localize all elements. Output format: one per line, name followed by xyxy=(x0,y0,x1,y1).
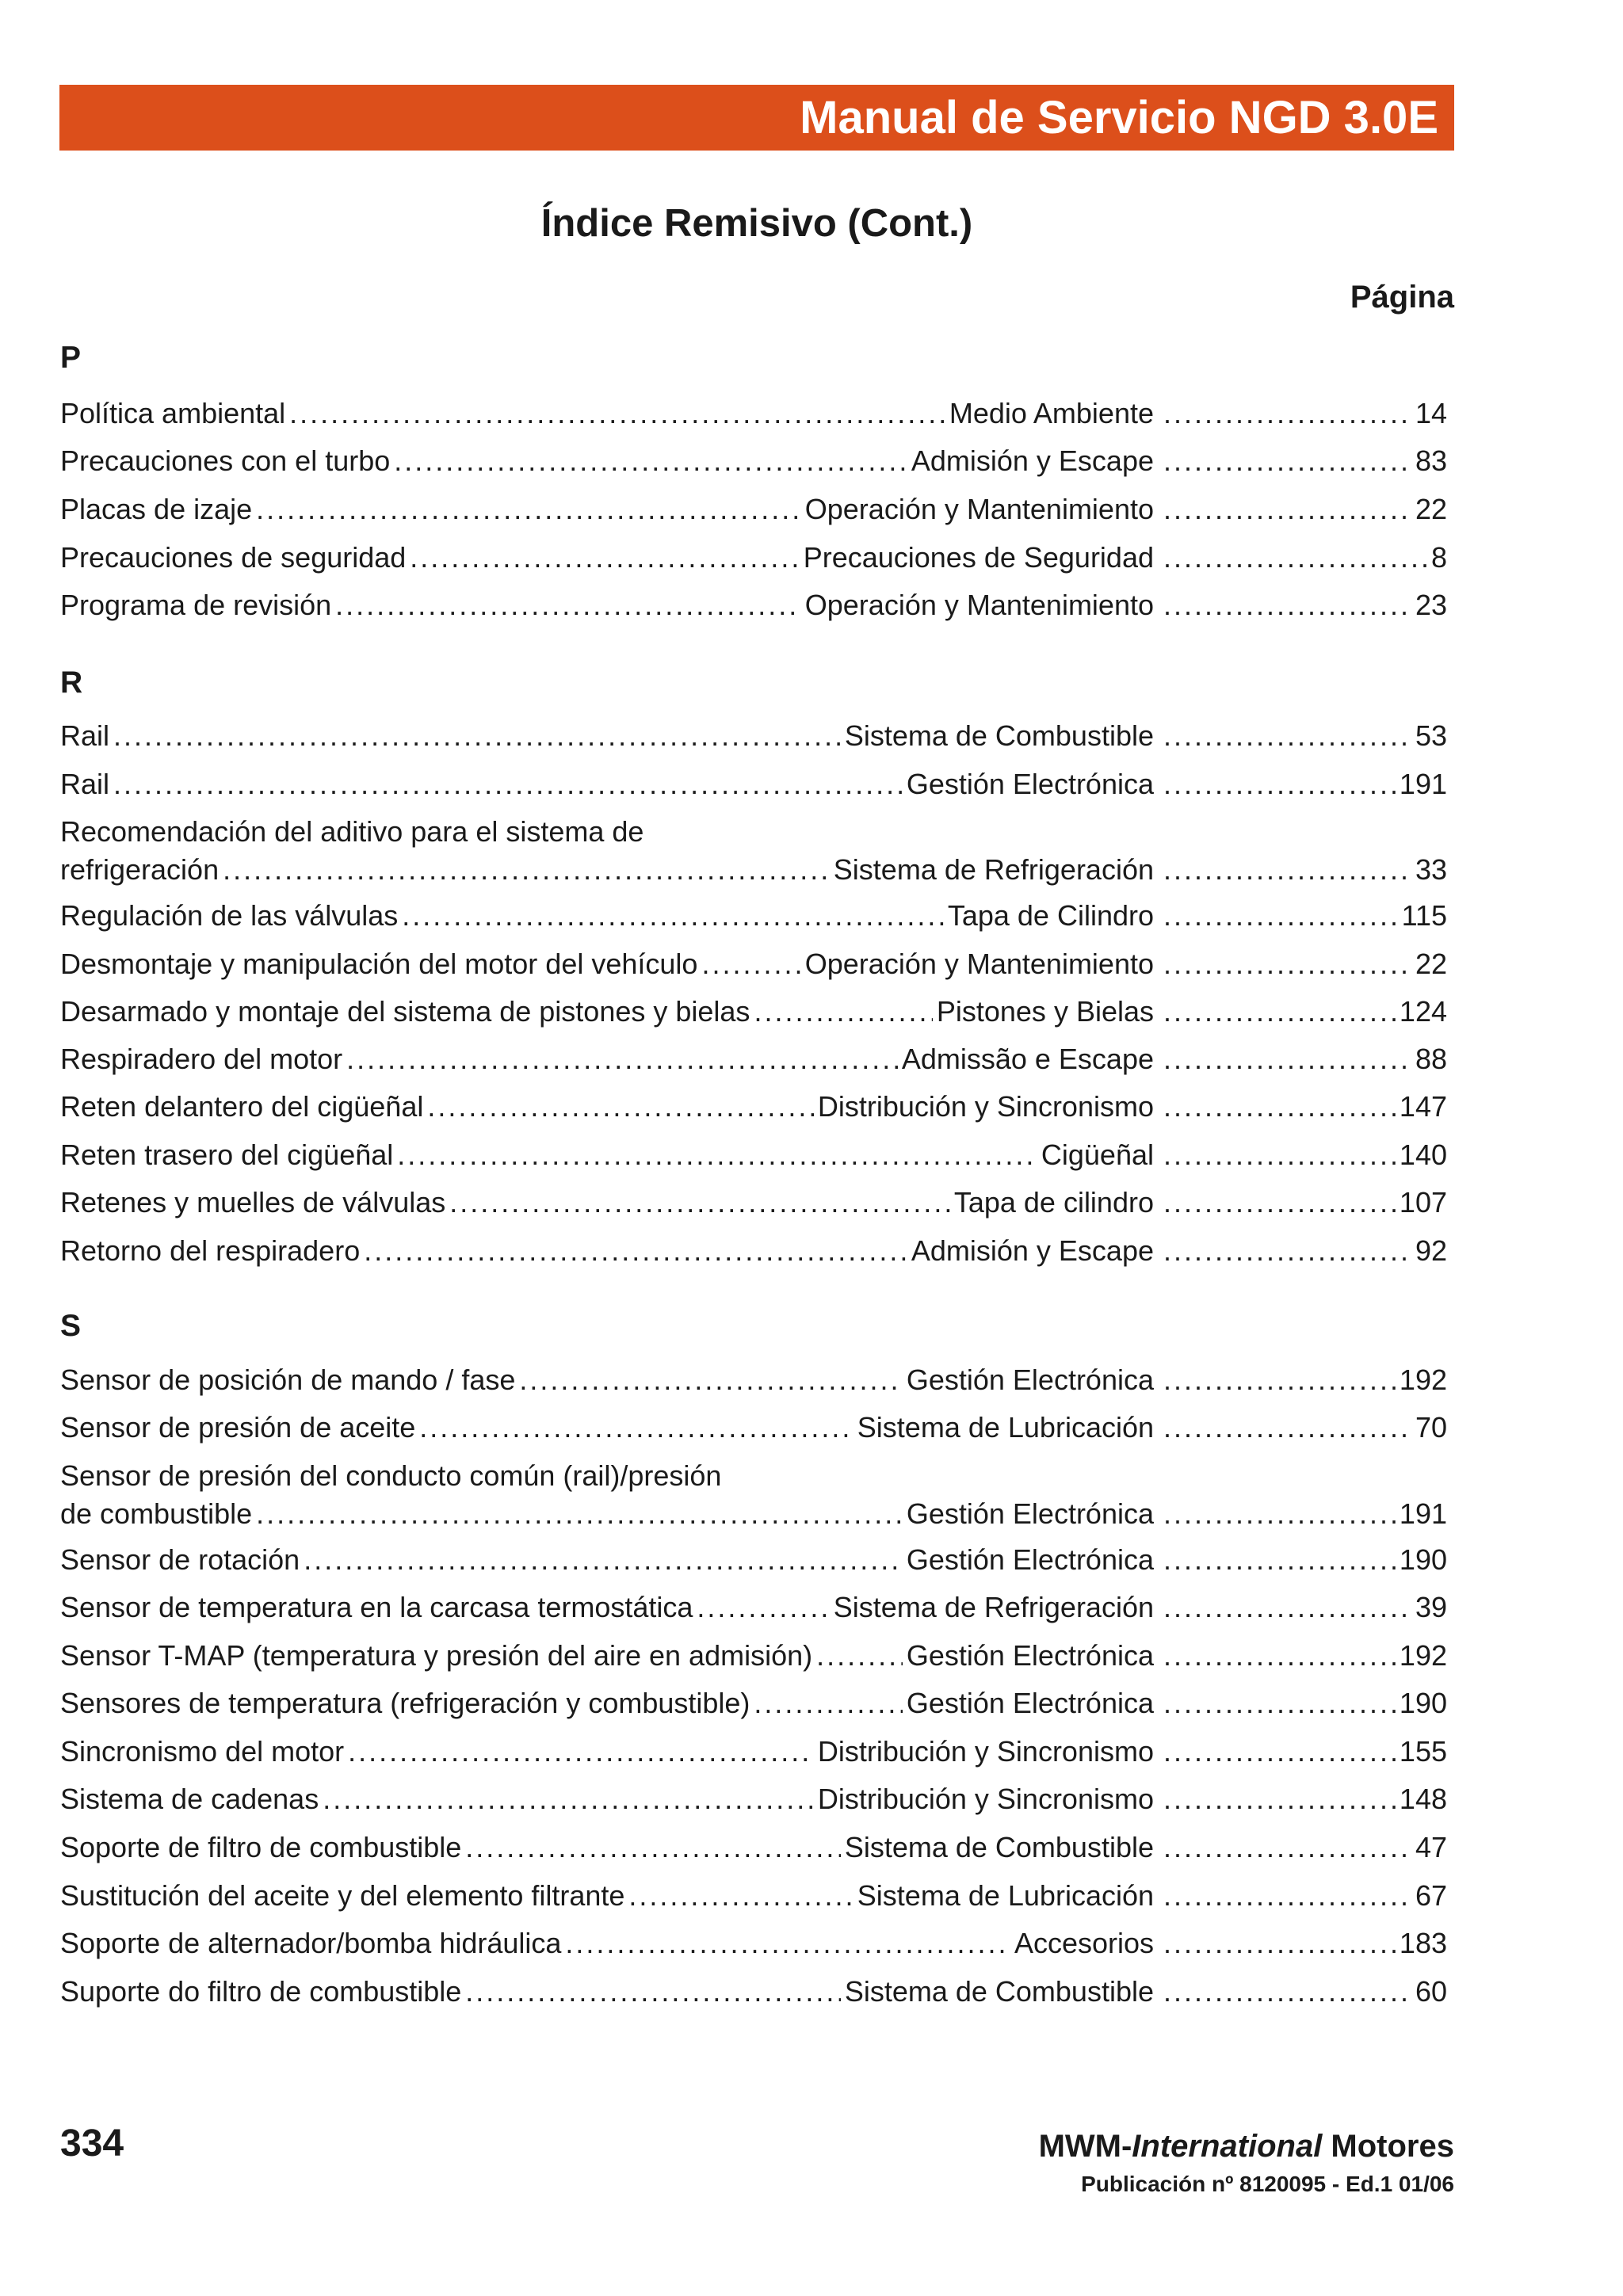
index-entry xyxy=(60,945,1447,983)
entry-section: Operación y Mantenimiento xyxy=(804,948,1154,980)
entry-topic: Desarmado y montaje del sistema de pistones y bielas xyxy=(60,995,750,1028)
index-entry xyxy=(60,717,1447,755)
dot-leader xyxy=(113,765,903,803)
dot-leader xyxy=(402,897,944,935)
header-bar xyxy=(59,85,1454,151)
dot-leader xyxy=(419,1409,854,1447)
entry-section: Sistema de Combustible xyxy=(844,719,1154,752)
entry-section: Distribución y Sincronismo xyxy=(817,1783,1154,1815)
entry-topic: Sensor de posición de mando / fase xyxy=(60,1363,516,1396)
dot-leader xyxy=(697,1589,829,1627)
entry-page: 192 xyxy=(1399,1363,1447,1396)
dot-leader xyxy=(289,395,945,433)
entry-section: Accesorios xyxy=(1014,1927,1154,1959)
dot-leader xyxy=(1163,490,1411,528)
dot-leader xyxy=(256,1495,903,1533)
entry-section: Sistema de Combustible xyxy=(844,1975,1154,2008)
dot-leader xyxy=(304,1541,903,1579)
entry-topic: refrigeración xyxy=(60,853,220,886)
index-entry xyxy=(60,1733,1447,1771)
entry-topic: Reten delantero del cigüeñal xyxy=(60,1090,424,1123)
entry-page: 14 xyxy=(1415,397,1447,429)
entry-section: Gestión Electrónica xyxy=(906,1687,1154,1719)
entry-topic: Programa de revisión xyxy=(60,589,332,621)
dot-leader xyxy=(397,1136,1037,1174)
entry-topic: Precauciones de seguridad xyxy=(60,541,407,574)
index-entry xyxy=(60,1184,1447,1222)
entry-page: 147 xyxy=(1399,1090,1447,1123)
section-letter-r: R xyxy=(60,666,83,700)
entry-topic: Sensores de temperatura (refrigeración y combustible) xyxy=(60,1687,750,1719)
entry-topic: Sustitución del aceite y del elemento filtrante xyxy=(60,1879,625,1912)
entry-page: 107 xyxy=(1399,1186,1447,1219)
index-entry xyxy=(60,765,1447,803)
index-entry xyxy=(60,1136,1447,1174)
dot-leader xyxy=(1163,765,1396,803)
entry-section: Tapa de Cilindro xyxy=(947,899,1154,932)
entry-page: 192 xyxy=(1399,1639,1447,1672)
footer-company xyxy=(1039,2126,1454,2166)
dot-leader xyxy=(754,993,932,1031)
index-title: Índice Remisivo (Cont.) xyxy=(540,202,973,245)
dot-leader xyxy=(1163,1684,1396,1722)
entry-page: 22 xyxy=(1415,493,1447,525)
entry-section: Sistema de Combustible xyxy=(844,1831,1154,1863)
entry-page: 191 xyxy=(1399,768,1447,800)
entry-section: Sistema de Lubricación xyxy=(857,1879,1154,1912)
entry-page: 155 xyxy=(1399,1735,1447,1768)
dot-leader xyxy=(1163,1780,1396,1818)
dot-leader xyxy=(1163,717,1411,755)
dot-leader xyxy=(1163,1924,1396,1962)
index-entry xyxy=(60,813,1447,889)
dot-leader xyxy=(1163,1232,1411,1270)
entry-page: 47 xyxy=(1415,1831,1447,1863)
dot-leader xyxy=(816,1637,903,1675)
entry-topic: Retorno del respiradero xyxy=(60,1234,361,1267)
company-prefix: MWM- xyxy=(1038,2129,1132,2164)
entry-page: 191 xyxy=(1399,1497,1447,1530)
dot-leader xyxy=(427,1088,814,1126)
entry-page: 183 xyxy=(1399,1927,1447,1959)
entry-section: Admisión y Escape xyxy=(911,1234,1154,1267)
dot-leader xyxy=(1163,1637,1396,1675)
dot-leader xyxy=(1163,993,1396,1031)
footer-publication: Publicación nº 8120095 - Ed.1 01/06 xyxy=(1081,2172,1454,2196)
entry-page: 8 xyxy=(1430,541,1447,574)
entry-page: 92 xyxy=(1415,1234,1447,1267)
dot-leader xyxy=(565,1924,1010,1962)
dot-leader xyxy=(1163,1733,1396,1771)
entry-topic: Rail xyxy=(60,768,110,800)
index-entry xyxy=(60,1409,1447,1447)
index-entry xyxy=(60,1040,1447,1078)
dot-leader xyxy=(256,490,801,528)
index-entry xyxy=(60,1541,1447,1579)
dot-leader xyxy=(1163,1829,1411,1867)
entry-section: Operación y Mantenimiento xyxy=(804,493,1154,525)
entry-topic: Retenes y muelles de válvulas xyxy=(60,1186,446,1219)
entry-page: 190 xyxy=(1399,1687,1447,1719)
index-entry xyxy=(60,1361,1447,1399)
index-entry xyxy=(60,1924,1447,1962)
section-letter-p: P xyxy=(60,341,82,375)
dot-leader xyxy=(1163,851,1411,889)
entry-section: Sistema de Refrigeración xyxy=(833,1591,1154,1623)
entry-page: 83 xyxy=(1415,444,1447,477)
section-letter-s: S xyxy=(60,1309,82,1343)
entry-topic: Sistema de cadenas xyxy=(60,1783,319,1815)
dot-leader xyxy=(1163,395,1411,433)
dot-leader xyxy=(628,1877,853,1915)
entry-section: Cigüeñal xyxy=(1041,1138,1154,1171)
entry-section: Medio Ambiente xyxy=(949,397,1154,429)
entry-section: Tapa de cilindro xyxy=(953,1186,1154,1219)
index-entry xyxy=(60,539,1447,577)
entry-page: 148 xyxy=(1399,1783,1447,1815)
entry-page: 33 xyxy=(1415,853,1447,886)
dot-leader xyxy=(223,851,830,889)
entry-section: Admisión y Escape xyxy=(911,444,1154,477)
dot-leader xyxy=(701,945,800,983)
dot-leader xyxy=(1163,945,1411,983)
manual-title: Manual de Servicio NGD 3.0E xyxy=(800,92,1438,143)
index-entry xyxy=(60,1780,1447,1818)
index-entry xyxy=(60,1457,1447,1533)
index-entry xyxy=(60,586,1447,624)
index-entry xyxy=(60,1589,1447,1627)
entry-section: Gestión Electrónica xyxy=(906,1543,1154,1576)
entry-topic: Sensor de presión de aceite xyxy=(60,1411,416,1444)
entry-section: Gestión Electrónica xyxy=(906,1497,1154,1530)
index-entry xyxy=(60,1973,1447,2011)
entry-topic: Suporte do filtro de combustible xyxy=(60,1975,462,2008)
entry-page: 53 xyxy=(1415,719,1447,752)
index-entry xyxy=(60,1877,1447,1915)
entry-page: 190 xyxy=(1399,1543,1447,1576)
company-suffix: Motores xyxy=(1322,2129,1454,2164)
dot-leader xyxy=(364,1232,907,1270)
entry-section: Admissão e Escape xyxy=(901,1043,1154,1075)
entry-section: Pistones y Bielas xyxy=(936,995,1154,1028)
entry-section: Gestión Electrónica xyxy=(906,768,1154,800)
entry-page: 140 xyxy=(1399,1138,1447,1171)
dot-leader xyxy=(113,717,841,755)
entry-topic: Sensor T-MAP (temperatura y presión del aire en admisión) xyxy=(60,1639,813,1672)
index-entry xyxy=(60,1684,1447,1722)
dot-leader xyxy=(1163,1184,1396,1222)
dot-leader xyxy=(1163,1088,1396,1126)
dot-leader xyxy=(1163,1541,1396,1579)
company-italic: International xyxy=(1132,2129,1323,2164)
entry-topic-line1: Recomendación del aditivo para el sistema de xyxy=(60,815,644,848)
dot-leader xyxy=(1163,1361,1396,1399)
dot-leader xyxy=(394,442,907,480)
entry-topic: Rail xyxy=(60,719,110,752)
page-column-label: Página xyxy=(1350,280,1454,315)
index-entry xyxy=(60,1232,1447,1270)
entry-topic: Regulación de las válvulas xyxy=(60,899,399,932)
dot-leader xyxy=(1163,1973,1411,2011)
entry-topic: Política ambiental xyxy=(60,397,286,429)
entry-topic: Sensor de rotación xyxy=(60,1543,300,1576)
dot-leader xyxy=(1163,586,1411,624)
dot-leader xyxy=(1163,1495,1396,1533)
entry-section: Precauciones de Seguridad xyxy=(803,541,1154,574)
index-entry xyxy=(60,395,1447,433)
entry-section: Gestión Electrónica xyxy=(906,1639,1154,1672)
entry-page: 70 xyxy=(1415,1411,1447,1444)
entry-section: Distribución y Sincronismo xyxy=(817,1735,1154,1768)
entry-page: 115 xyxy=(1401,899,1447,932)
index-entry xyxy=(60,1088,1447,1126)
entry-page: 60 xyxy=(1415,1975,1447,2008)
entry-page: 23 xyxy=(1415,589,1447,621)
dot-leader xyxy=(1163,897,1398,935)
dot-leader xyxy=(335,586,801,624)
dot-leader xyxy=(1163,1409,1411,1447)
index-entry xyxy=(60,993,1447,1031)
index-entry xyxy=(60,1637,1447,1675)
footer-page-number: 334 xyxy=(60,2122,124,2164)
dot-leader xyxy=(1163,1589,1411,1627)
entry-page: 67 xyxy=(1415,1879,1447,1912)
index-entry xyxy=(60,897,1447,935)
entry-topic: Placas de izaje xyxy=(60,493,253,525)
entry-topic-line1: Sensor de presión del conducto común (rail)/presión xyxy=(60,1459,722,1492)
entry-page: 88 xyxy=(1415,1043,1447,1075)
entry-topic: Desmontaje y manipulación del motor del vehículo xyxy=(60,948,698,980)
entry-page: 124 xyxy=(1399,995,1447,1028)
dot-leader xyxy=(465,1973,841,2011)
dot-leader xyxy=(754,1684,902,1722)
entry-section: Sistema de Refrigeración xyxy=(833,853,1154,886)
entry-topic: Reten trasero del cigüeñal xyxy=(60,1138,394,1171)
dot-leader xyxy=(323,1780,814,1818)
dot-leader xyxy=(346,1040,898,1078)
dot-leader xyxy=(1163,539,1427,577)
index-entry xyxy=(60,442,1447,480)
dot-leader xyxy=(1163,1136,1396,1174)
dot-leader xyxy=(1163,442,1411,480)
entry-topic: Precauciones con el turbo xyxy=(60,444,391,477)
entry-section: Sistema de Lubricación xyxy=(857,1411,1154,1444)
index-entry xyxy=(60,1829,1447,1867)
dot-leader xyxy=(348,1733,814,1771)
dot-leader xyxy=(519,1361,902,1399)
entry-topic: de combustible xyxy=(60,1497,253,1530)
entry-topic: Soporte de filtro de combustible xyxy=(60,1831,462,1863)
entry-section: Operación y Mantenimiento xyxy=(804,589,1154,621)
entry-topic: Sensor de temperatura en la carcasa termostática xyxy=(60,1591,693,1623)
index-entry xyxy=(60,490,1447,528)
dot-leader xyxy=(410,539,799,577)
entry-topic: Sincronismo del motor xyxy=(60,1735,345,1768)
entry-topic: Respiradero del motor xyxy=(60,1043,343,1075)
entry-page: 39 xyxy=(1415,1591,1447,1623)
dot-leader xyxy=(1163,1877,1411,1915)
dot-leader xyxy=(465,1829,841,1867)
dot-leader xyxy=(449,1184,950,1222)
dot-leader xyxy=(1163,1040,1411,1078)
entry-page: 22 xyxy=(1415,948,1447,980)
entry-topic: Soporte de alternador/bomba hidráulica xyxy=(60,1927,562,1959)
entry-section: Distribución y Sincronismo xyxy=(817,1090,1154,1123)
entry-section: Gestión Electrónica xyxy=(906,1363,1154,1396)
